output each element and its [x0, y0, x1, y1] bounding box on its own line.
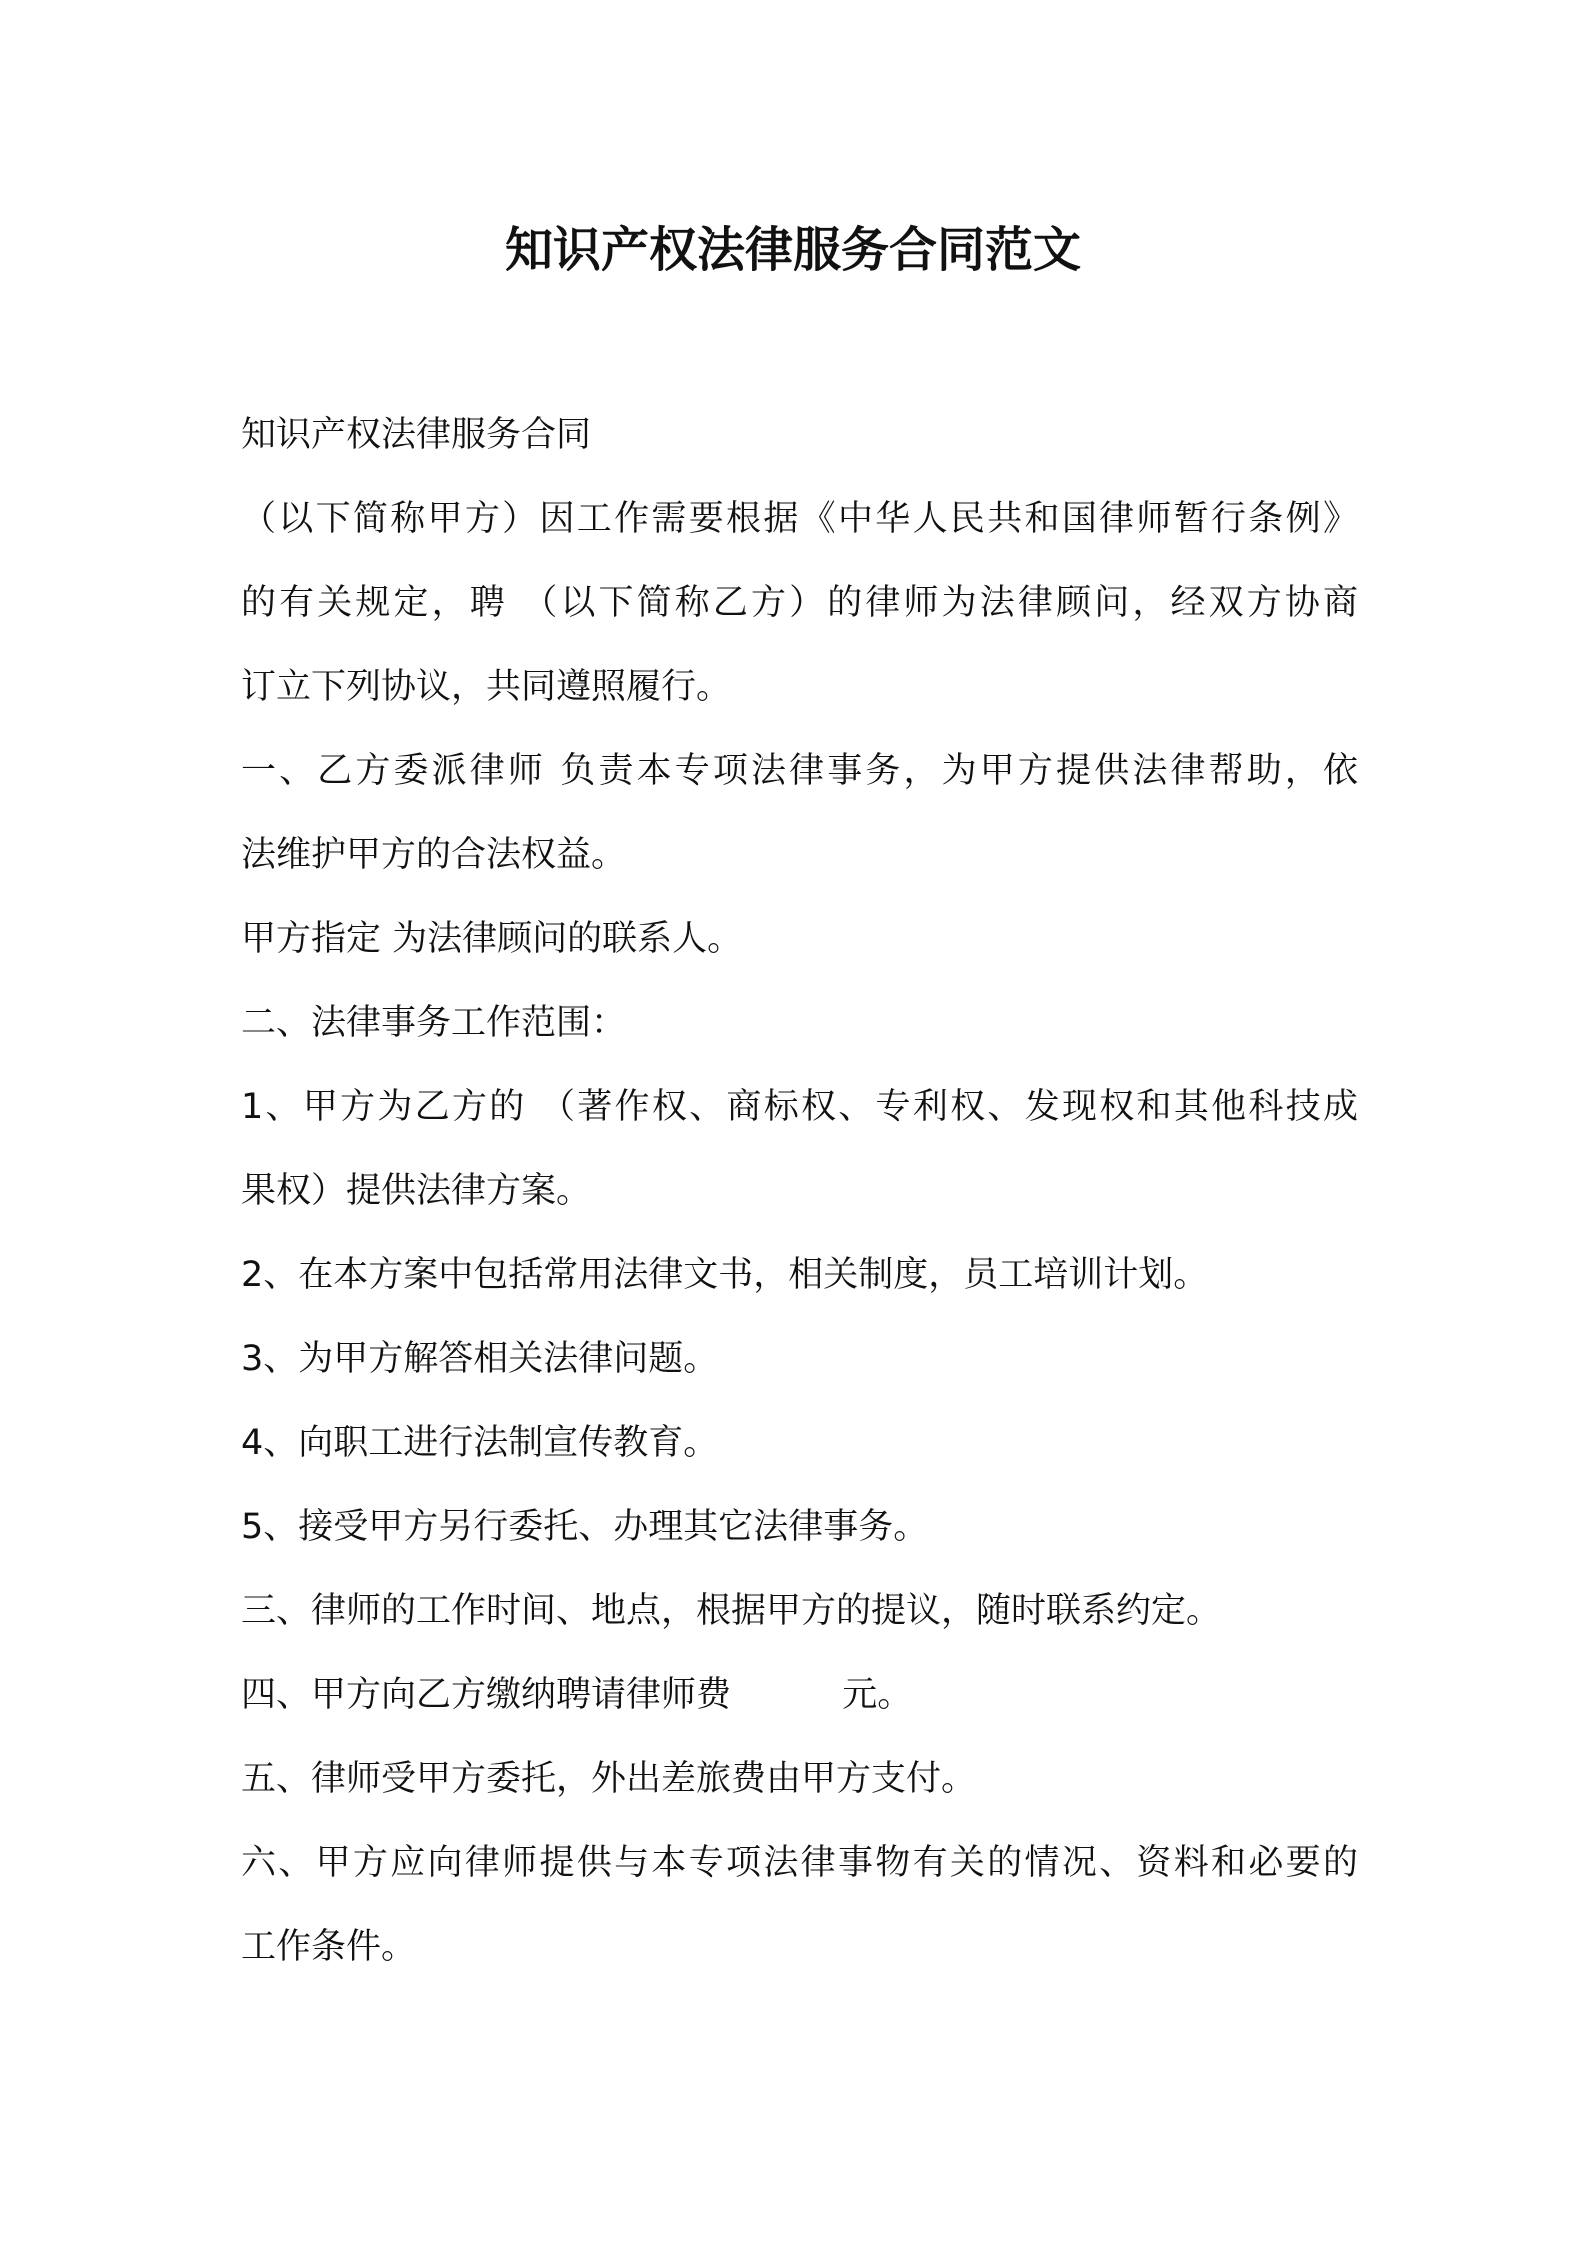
paragraph-line: 甲方指定 为法律顾问的联系人。 [241, 919, 743, 959]
paragraph-line: （以下简称甲方）因工作需要根据《中华人民共和国律师暂行条例》 [241, 499, 1358, 539]
clause-6-line: 六、甲方应向律师提供与本专项法律事物有关的情况、资料和必要的 [241, 1843, 1358, 1883]
list-item: 2、在本方案中包括常用法律文书，相关制度，员工培训计划。 [241, 1255, 1209, 1295]
paragraph-line: 的有关规定，聘 （以下简称乙方）的律师为法律顾问，经双方协商 [241, 583, 1358, 623]
list-item: 3、为甲方解答相关法律问题。 [241, 1339, 719, 1379]
list-item: 5、接受甲方另行委托、办理其它法律事务。 [241, 1507, 929, 1547]
list-item: 果权）提供法律方案。 [241, 1171, 592, 1211]
clause-5-line: 五、律师受甲方委托，外出差旅费由甲方支付。 [241, 1759, 977, 1799]
clause-1-line: 法维护甲方的合法权益。 [241, 835, 627, 875]
list-item: 4、向职工进行法制宣传教育。 [241, 1423, 719, 1463]
clause-2-heading: 二、法律事务工作范围： [241, 1003, 627, 1043]
document-body [241, 393, 1358, 1989]
paragraph-line: 订立下列协议，共同遵照履行。 [241, 667, 732, 707]
contract-heading: 知识产权法律服务合同 [241, 415, 592, 455]
clause-1-line: 一、乙方委派律师 负责本专项法律事务，为甲方提供法律帮助，依 [241, 751, 1358, 791]
clause-4-line: 四、甲方向乙方缴纳聘请律师费 元。 [241, 1675, 913, 1715]
list-item: 1、甲方为乙方的 （著作权、商标权、专利权、发现权和其他科技成 [241, 1087, 1358, 1127]
clause-6-line: 工作条件。 [241, 1927, 417, 1967]
clause-3-line: 三、律师的工作时间、地点，根据甲方的提议，随时联系约定。 [241, 1591, 1222, 1631]
document-title: 知识产权法律服务合同范文 [504, 222, 1081, 278]
